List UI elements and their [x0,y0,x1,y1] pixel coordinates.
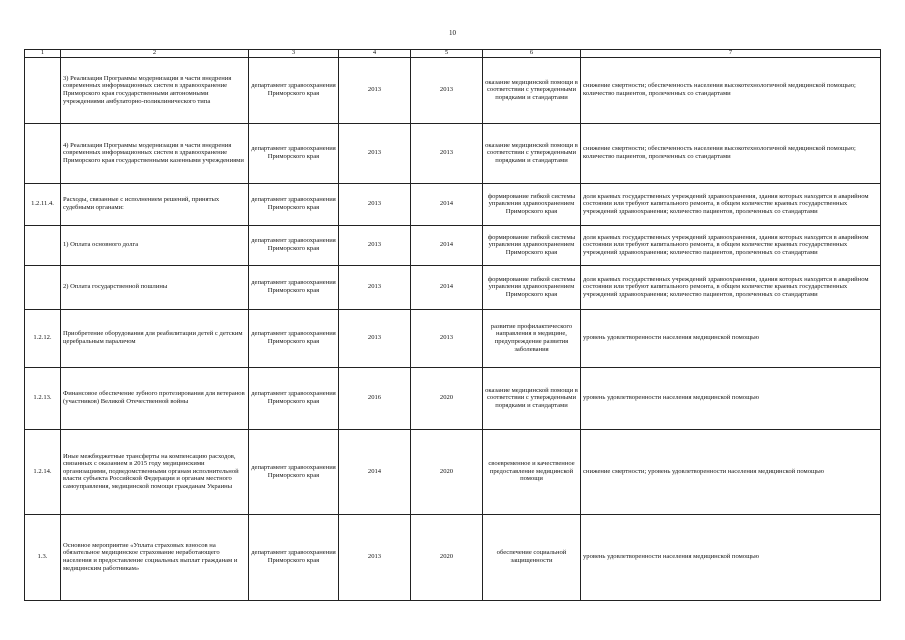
column-number-row [25,50,881,58]
expected-result: формирование гибкой системы управления здравоохранением Приморского края [483,225,581,265]
row-number: 1.3. [25,514,61,600]
measure-name: Расходы, связанные с исполнением решений, принятых судебными органами: [61,183,249,225]
end-year: 2014 [411,265,483,309]
expected-result: обеспечение социальной защищенности [483,514,581,600]
row-number: 1.2.11.4. [25,183,61,225]
row-number [25,225,61,265]
start-year: 2013 [339,57,411,123]
page-number: 10 [449,29,456,37]
executor: департамент здравоохранения Приморского края [249,309,339,367]
start-year: 2013 [339,514,411,600]
expected-result: своевременное и качественное предоставление медицинской помощи [483,429,581,514]
executor: департамент здравоохранения Приморского края [249,514,339,600]
expected-result: формирование гибкой системы управления здравоохранением Приморского края [483,183,581,225]
measure-name: 3) Реализация Программы модернизации в части внедрения современных информационных систем в здравоохранение Приморского края государственными автономными учреждениями амбулаторно-поликлинического типа [61,57,249,123]
column-number: 3 [249,50,339,58]
indicators: уровень удовлетворенности населения медицинской помощью [581,309,881,367]
start-year: 2013 [339,183,411,225]
measure-name: 2) Оплата государственной пошлины [61,265,249,309]
start-year: 2016 [339,367,411,429]
expected-result: формирование гибкой системы управления здравоохранением Приморского края [483,265,581,309]
measure-name: Финансовое обеспечение зубного протезирования для ветеранов (участников) Великой Отечественной войны [61,367,249,429]
executor: департамент здравоохранения Приморского края [249,183,339,225]
indicators: доля краевых государственных учреждений здравоохранения, здания которых находятся в аварийном состоянии или требуют капитального ремонта, в общем количестве краевых государственных учреждений здравоохранения; количество пациентов, пролеченных со стандартами [581,265,881,309]
column-number: 2 [61,50,249,58]
executor: департамент здравоохранения Приморского края [249,367,339,429]
table-row [25,367,881,429]
table-row [25,57,881,123]
expected-result: оказание медицинской помощи в соответствии с утвержденными порядками и стандартами [483,123,581,183]
end-year: 2014 [411,225,483,265]
measures-table [24,49,881,601]
end-year: 2013 [411,123,483,183]
row-number: 1.2.12. [25,309,61,367]
executor: департамент здравоохранения Приморского края [249,123,339,183]
table-row [25,225,881,265]
indicators: уровень удовлетворенности населения медицинской помощью [581,367,881,429]
table-row [25,183,881,225]
start-year: 2013 [339,265,411,309]
measure-name: 1) Оплата основного долга [61,225,249,265]
start-year: 2013 [339,123,411,183]
measure-name: Приобретение оборудования для реабилитации детей с детским церебральным параличом [61,309,249,367]
table-row [25,514,881,600]
row-number [25,123,61,183]
expected-result: оказание медицинской помощи в соответствии с утвержденными порядками и стандартами [483,57,581,123]
table-row [25,265,881,309]
end-year: 2013 [411,309,483,367]
column-number: 7 [581,50,881,58]
table-row [25,123,881,183]
row-number [25,57,61,123]
start-year: 2013 [339,225,411,265]
row-number [25,265,61,309]
measure-name: Иные межбюджетные трансферты на компенсацию расходов, связанных с оказанием в 2015 году медицинскими организациями, подведомственными органам исполнительной власти субъекта Российской Федерации и органам местного самоуправления, медицинской помощи гражданам Украины [61,429,249,514]
start-year: 2014 [339,429,411,514]
end-year: 2020 [411,514,483,600]
measure-name: Основное мероприятие «Уплата страховых взносов на обязательное медицинское страхование неработающего населения и предоставление социальных выплат гражданам и медицинским работникам» [61,514,249,600]
row-number: 1.2.13. [25,367,61,429]
expected-result: развитие профилактического направления в медицине, предупреждение развития заболевания [483,309,581,367]
executor: департамент здравоохранения Приморского края [249,57,339,123]
column-number: 6 [483,50,581,58]
executor: департамент здравоохранения Приморского края [249,225,339,265]
table-row [25,309,881,367]
executor: департамент здравоохранения Приморского края [249,265,339,309]
start-year: 2013 [339,309,411,367]
end-year: 2014 [411,183,483,225]
executor: департамент здравоохранения Приморского края [249,429,339,514]
indicators: уровень удовлетворенности населения медицинской помощью [581,514,881,600]
indicators: снижение смертности; обеспеченность населения высокотехнологичной медицинской помощью; количество пациентов, пролеченных со стандартами [581,57,881,123]
end-year: 2013 [411,57,483,123]
column-number: 1 [25,50,61,58]
indicators: снижение смертности; уровень удовлетворенности населения медицинской помощью [581,429,881,514]
expected-result: оказание медицинской помощи в соответствии с утвержденными порядками и стандартами [483,367,581,429]
table-row [25,429,881,514]
indicators: доля краевых государственных учреждений здравоохранения, здания которых находятся в аварийном состоянии или требуют капитального ремонта, в общем количестве краевых государственных учреждений здравоохранения; количество пациентов, пролеченных со стандартами [581,225,881,265]
indicators: доля краевых государственных учреждений здравоохранения, здания которых находятся в аварийном состоянии или требуют капитального ремонта, в общем количестве краевых государственных учреждений здравоохранения; количество пациентов, пролеченных со стандартами [581,183,881,225]
indicators: снижение смертности; обеспеченность населения высокотехнологичной медицинской помощью; количество пациентов, пролеченных со стандартами [581,123,881,183]
column-number: 4 [339,50,411,58]
measure-name: 4) Реализация Программы модернизации в части внедрения современных информационных систем в здравоохранение Приморского края государственными казенными учреждениями [61,123,249,183]
end-year: 2020 [411,367,483,429]
row-number: 1.2.14. [25,429,61,514]
column-number: 5 [411,50,483,58]
end-year: 2020 [411,429,483,514]
